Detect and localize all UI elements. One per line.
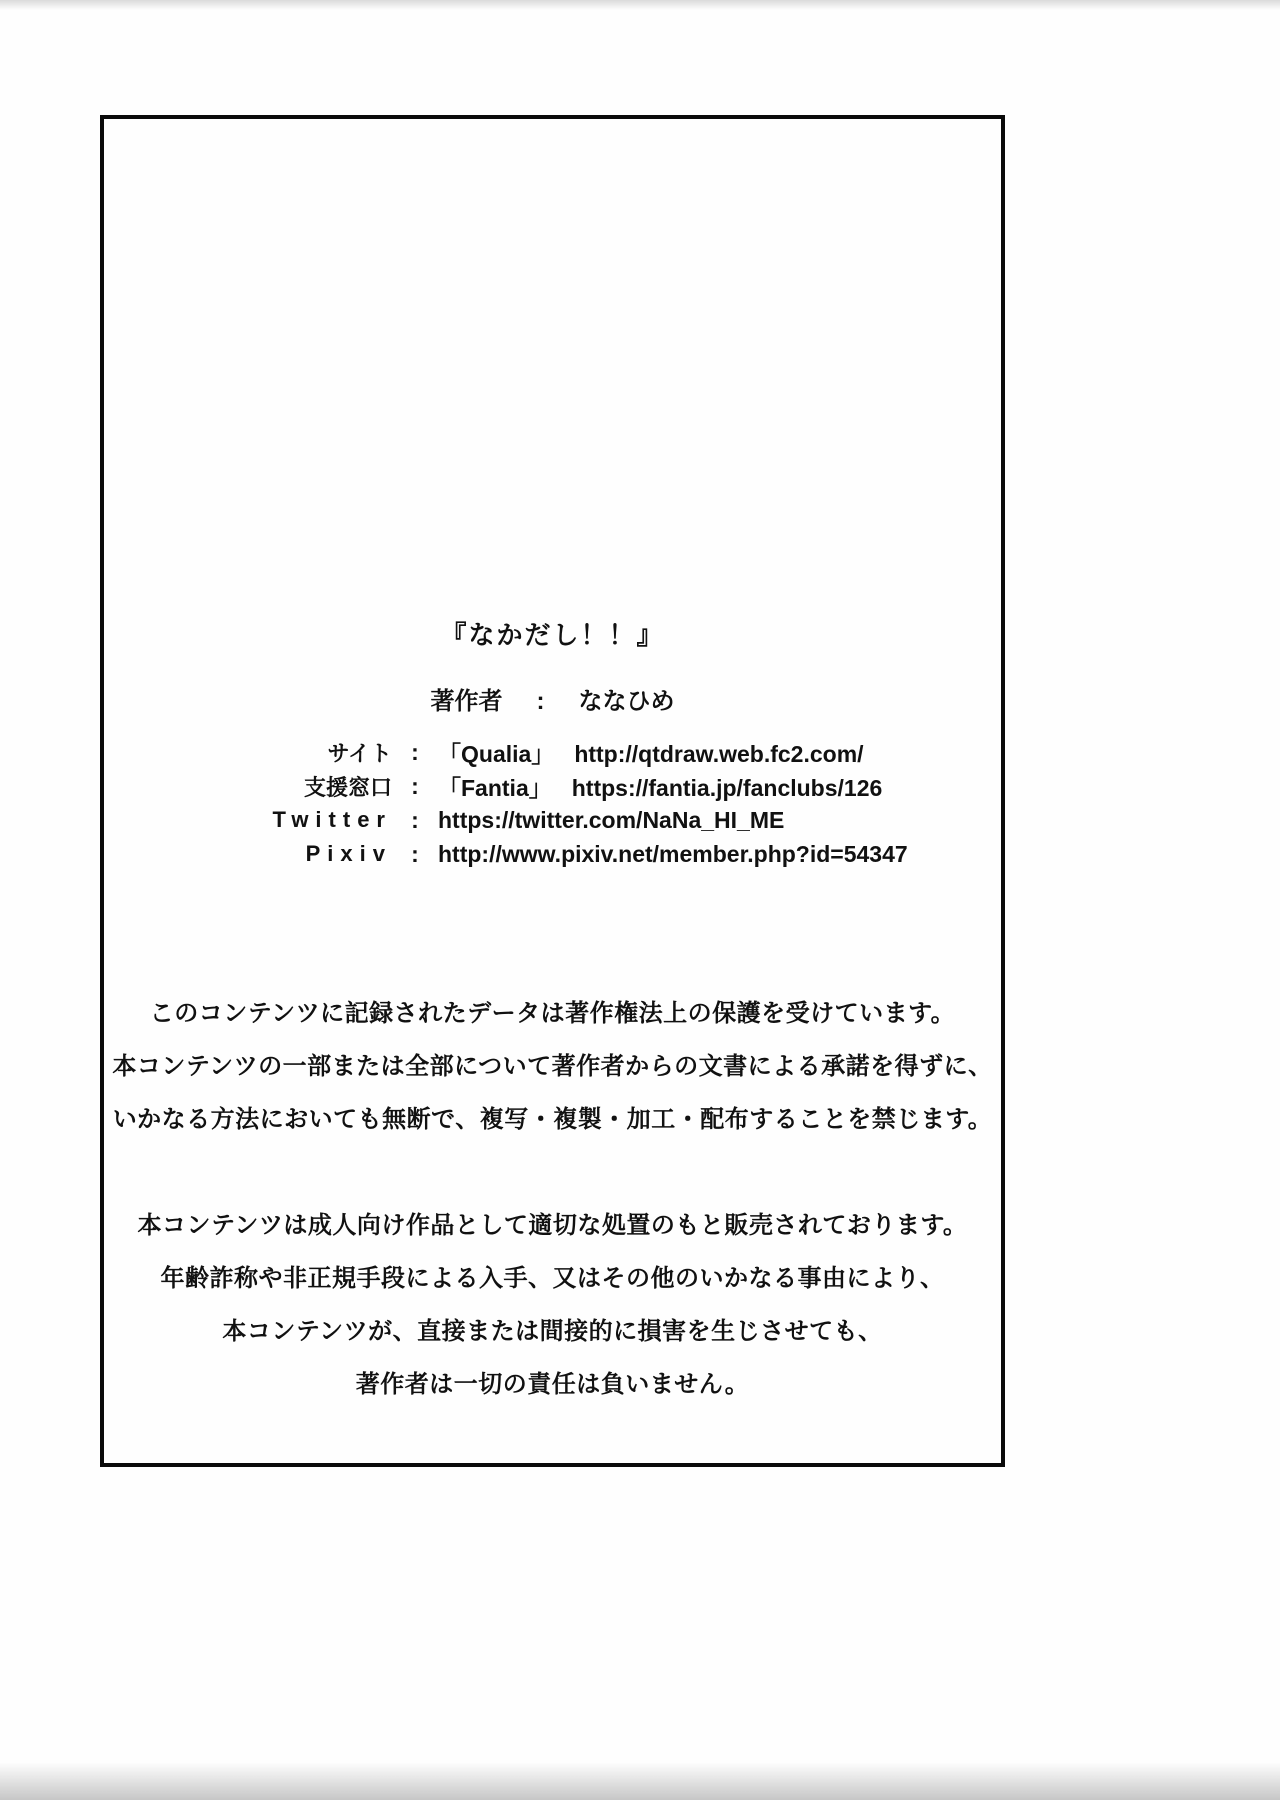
disclaimer-notice [104,1199,1001,1411]
link-site-name: 「Qualia」 [438,740,555,767]
copyright-line: いかなる方法においても無断で、複写・複製・加工・配布することを禁じます。 [112,1106,993,1133]
copyright-line: 本コンテンツの一部または全部について著作者からの文書による承諾を得ずに、 [112,1053,993,1080]
link-url: https://twitter.com/NaNa_HI_ME [438,806,785,833]
author-colon: : [536,688,545,715]
link-label-site: サイト [327,740,392,766]
link-site-name: 「Fantia」 [438,774,552,801]
link-value-fanclub [438,770,1001,803]
link-colon: : [411,772,419,799]
link-url: http://qtdraw.web.fc2.com/ [574,740,864,767]
link-value-twitter [438,807,1001,834]
link-value-site [438,736,1001,769]
link-label-pixiv: Pixiv [305,841,392,866]
disclaimer-line: 本コンテンツが、直接または間接的に損害を生じさせても、 [222,1318,883,1345]
link-label-twitter: Twitter [272,807,392,832]
link-url: http://www.pixiv.net/member.php?id=54347 [438,840,908,867]
colophon-frame [100,115,1005,1467]
doujin-title: 『なかだし！！』 [440,620,665,650]
links-table [104,735,1001,871]
link-colon: : [411,738,419,765]
link-url: https://fantia.jp/fanclubs/126 [571,774,883,801]
copyright-line: このコンテンツに記録されたデータは著作権法上の保護を受けています。 [149,1000,956,1027]
disclaimer-line: 著作者は一切の責任は負いません。 [355,1371,750,1398]
author-label: 著作者 [430,688,503,715]
link-colon: : [411,840,419,867]
author-value: ななひめ [578,688,675,715]
author-row [104,681,1001,716]
link-value-pixiv [438,841,1001,868]
disclaimer-line: 本コンテンツは成人向け作品として適切な処置のもと販売されております。 [137,1212,968,1239]
link-colon: : [411,806,419,833]
disclaimer-line: 年齢詐称や非正規手段による入手、又はその他のいかなる事由により、 [160,1265,945,1292]
copyright-notice [104,987,1001,1146]
link-label-fanclub: 支援窓口 [303,774,392,800]
